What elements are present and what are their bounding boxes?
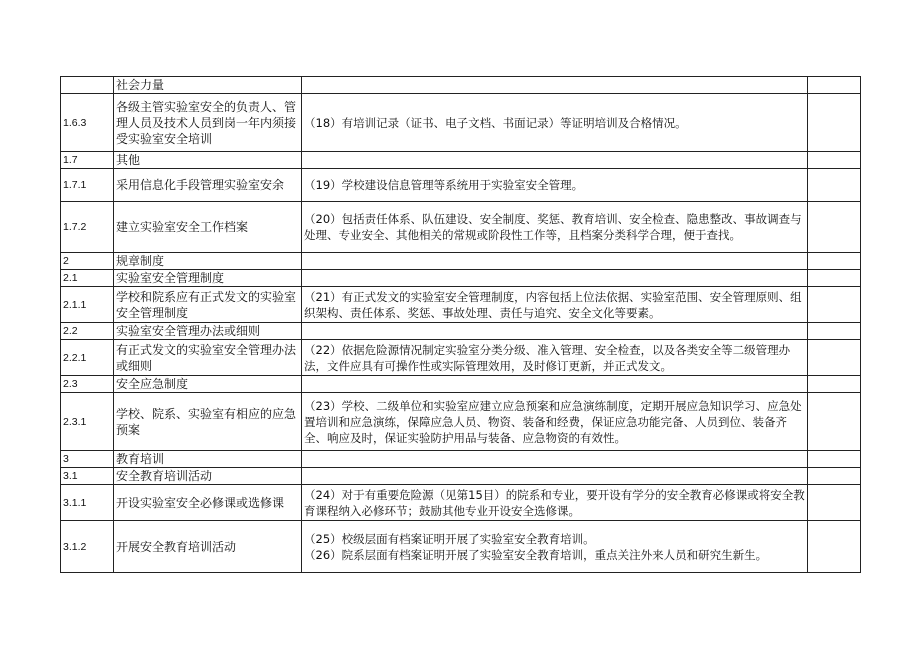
- requirement-cell: [302, 521, 808, 573]
- table-row: [61, 94, 861, 152]
- item-number: 2.1.1: [61, 287, 114, 323]
- section-number: 2.3: [61, 376, 114, 393]
- requirement-text: （24）对于有重要危险源（见第15目）的院系和专业，要开设有学分的安全教育必修课或将安全教育课程纳入必修环节；鼓励其他专业开设安全选修课。: [304, 487, 805, 518]
- item-number: 2.3.1: [61, 393, 114, 451]
- section-title: 教育培训: [114, 451, 302, 468]
- requirement-cell: [302, 393, 808, 451]
- score-cell: [808, 323, 861, 340]
- section-row: [61, 253, 861, 270]
- section-title: 实验室安全管理制度: [114, 270, 302, 287]
- requirement-cell: [302, 485, 808, 521]
- section-title: 实验室安全管理办法或细则: [114, 323, 302, 340]
- item-number: 3.1.2: [61, 521, 114, 573]
- section-number: 2: [61, 253, 114, 270]
- score-cell: [808, 376, 861, 393]
- score-cell: [808, 152, 861, 169]
- section-number: 3.1: [61, 468, 114, 485]
- item-title: 学校和院系应有正式发文的实验室安全管理制度: [114, 287, 302, 323]
- requirement-cell: [302, 94, 808, 152]
- score-cell: [808, 468, 861, 485]
- item-title: 社会力量: [114, 77, 302, 94]
- table-row: [61, 287, 861, 323]
- score-cell: [808, 270, 861, 287]
- table-row: [61, 169, 861, 202]
- requirement-cell: [302, 323, 808, 340]
- requirement-text: （18）有培训记录（证书、电子文档、书面记录）等证明培训及合格情况。: [304, 115, 687, 130]
- section-row: [61, 270, 861, 287]
- item-number: 3.1.1: [61, 485, 114, 521]
- section-number: 2.1: [61, 270, 114, 287]
- score-cell: [808, 202, 861, 253]
- standards-table-page: [60, 76, 860, 573]
- item-number: 2.2.1: [61, 340, 114, 376]
- lab-safety-standards-table: [60, 76, 861, 573]
- table-row: [61, 340, 861, 376]
- score-cell: [808, 94, 861, 152]
- item-title: 开设实验室安全必修课或选修课: [114, 485, 302, 521]
- item-title: 采用信息化手段管理实验室安余: [114, 169, 302, 202]
- section-title: 安全教育培训活动: [114, 468, 302, 485]
- requirement-cell: [302, 77, 808, 94]
- requirement-cell: [302, 468, 808, 485]
- requirement-cell: [302, 253, 808, 270]
- item-number: 1.6.3: [61, 94, 114, 152]
- score-cell: [808, 253, 861, 270]
- item-title: 有正式发文的实验室安全管理办法或细则: [114, 340, 302, 376]
- item-title: 建立实验室安全工作档案: [114, 202, 302, 253]
- requirement-text: （26）院系层面有档案证明开展了实验室安全教育培训，重点关注外来人员和研究生新生。: [304, 547, 768, 562]
- table-row: [61, 77, 861, 94]
- section-title: 其他: [114, 152, 302, 169]
- requirement-text: （20）包括责任体系、队伍建设、安全制度、奖惩、教育培训、安全检查、隐患整改、事故调查与处理、专业安全、其他相关的常规或阶段性工作等，且档案分类科学合理，便于查找。: [304, 212, 802, 242]
- requirement-cell: [302, 152, 808, 169]
- section-row: [61, 323, 861, 340]
- requirement-cell: [302, 340, 808, 376]
- requirement-cell: [302, 287, 808, 323]
- item-title: 各级主管实验室安全的负责人、管理人员及技术人员到岗一年内须接受实验室安全培训: [114, 94, 302, 152]
- section-title: 安全应急制度: [114, 376, 302, 393]
- section-row: [61, 376, 861, 393]
- score-cell: [808, 287, 861, 323]
- requirement-cell: [302, 169, 808, 202]
- table-row: [61, 485, 861, 521]
- item-title: 学校、院系、实验室有相应的应急预案: [114, 393, 302, 451]
- requirement-text: （19）学校建设信息管理等系统用于实验室安全管理。: [304, 178, 584, 192]
- requirement-text: （23）学校、二级单位和实验室应建立应急预案和应急演练制度，定期开展应急知识学习、应急处置培训和应急演练，保障应急人员、物资、装备和经费，保证应急功能完备、人员到位、装备齐全、响应及时，保证实验防护用品与装备、应急物资的有效性。: [304, 398, 802, 445]
- section-title: 规章制度: [114, 253, 302, 270]
- section-row: [61, 468, 861, 485]
- score-cell: [808, 521, 861, 573]
- item-number: 1.7.1: [61, 169, 114, 202]
- section-row: [61, 152, 861, 169]
- score-cell: [808, 485, 861, 521]
- section-row: [61, 451, 861, 468]
- score-cell: [808, 451, 861, 468]
- section-number: 3: [61, 451, 114, 468]
- requirement-text: （25）校级层面有档案证明开展了实验室安全教育培训。: [304, 531, 595, 546]
- section-number: 1.7: [61, 152, 114, 169]
- item-number: [61, 77, 114, 94]
- section-number: 2.2: [61, 323, 114, 340]
- table-row: [61, 393, 861, 451]
- requirement-text: （21）有正式发文的实验室安全管理制度，内容包括上位法依据、实验室范围、安全管理原则、组织架构、责任体系、奖惩、事故处理、责任与追究、安全文化等要素。: [304, 289, 802, 320]
- item-number: 1.7.2: [61, 202, 114, 253]
- requirement-text: （22）依据危险源情况制定实验室分类分级、准入管理、安全检查，以及各类安全等二级管理办法，文件应具有可操作性或实际管理效用，及时修订更新，并正式发文。: [304, 342, 791, 373]
- item-title: 开展安全教育培训活动: [114, 521, 302, 573]
- requirement-cell: [302, 376, 808, 393]
- score-cell: [808, 77, 861, 94]
- score-cell: [808, 393, 861, 451]
- table-row: [61, 521, 861, 573]
- requirement-cell: [302, 270, 808, 287]
- requirement-cell: [302, 202, 808, 253]
- score-cell: [808, 340, 861, 376]
- requirement-cell: [302, 451, 808, 468]
- score-cell: [808, 169, 861, 202]
- table-row: [61, 202, 861, 253]
